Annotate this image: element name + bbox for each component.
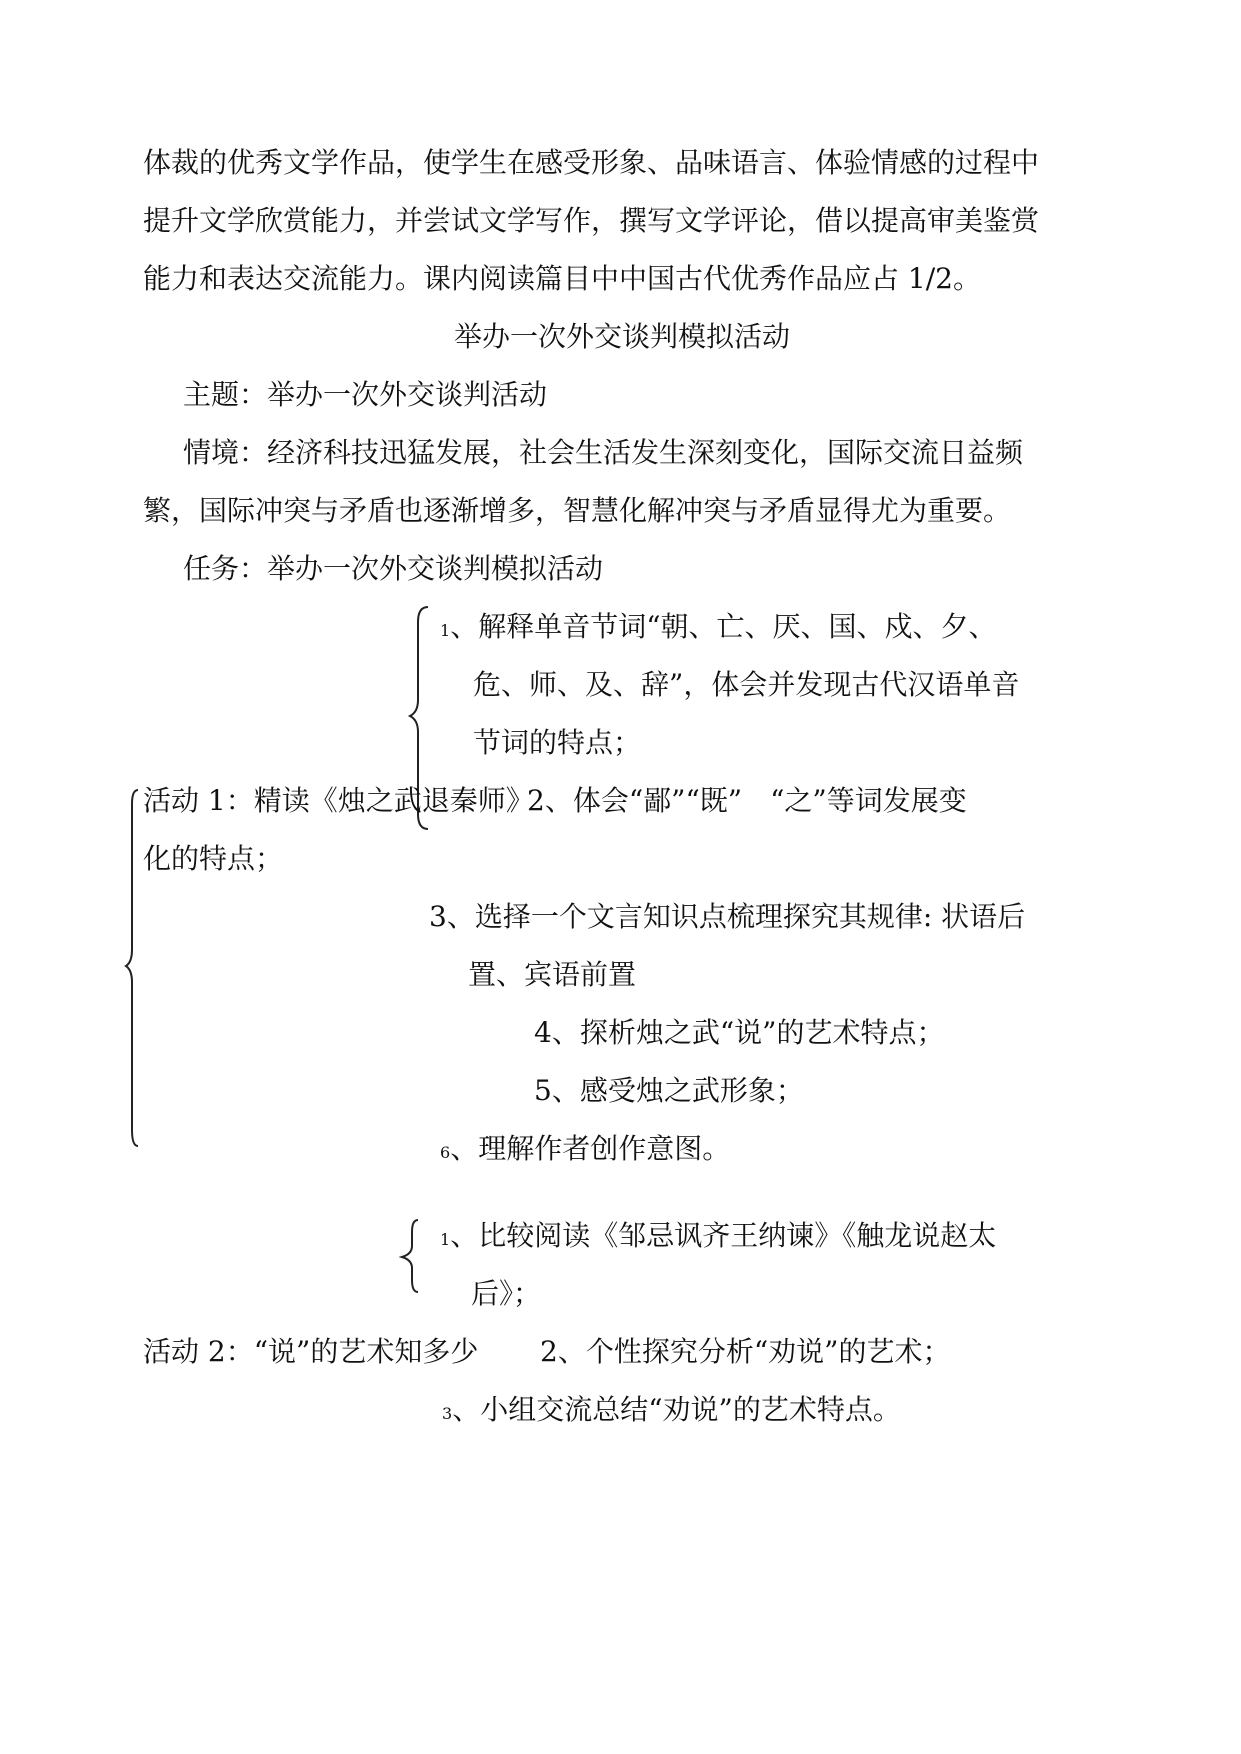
activity1-label: 活动 1：精读《烛之武退秦师》 bbox=[143, 784, 534, 817]
activity2-item1-number: 1 bbox=[440, 1230, 451, 1249]
activity2-item2: 2、个性探究分析“劝说”的艺术； bbox=[540, 1335, 951, 1368]
activity2-item1-line-1: 1、比较阅读《邹忌讽齐王纳谏》《触龙说赵太 bbox=[440, 1219, 997, 1252]
context-line-2: 繁，国际冲突与矛盾也逐渐增多，智慧化解冲突与矛盾显得尤为重要。 bbox=[143, 494, 1012, 527]
page-title: 举办一次外交谈判模拟活动 bbox=[454, 320, 791, 353]
activity2-item3-number: 3 bbox=[442, 1404, 453, 1423]
activity1-item3-line-2: 置、宾语前置 bbox=[468, 958, 637, 991]
task-line: 任务：举办一次外交谈判模拟活动 bbox=[183, 552, 604, 585]
activity2-item3: 3、小组交流总结“劝说”的艺术特点。 bbox=[442, 1393, 901, 1426]
activity1-item1-line-1: 1、解释单音节词“朝、亡、厌、国、戍、夕、 bbox=[440, 610, 997, 643]
activity1-item6-number: 6 bbox=[440, 1143, 451, 1162]
activity2-item1-line-2: 后》； bbox=[471, 1277, 542, 1310]
activity2-item1-separator: 、 bbox=[450, 1219, 479, 1252]
activity1-item3-line-1: 3、选择一个文言知识点梳理探究其规律: 状语后 bbox=[429, 900, 1026, 933]
activity1-item2-line-1: 2、体会“鄙”“既” “之”等词发展变 bbox=[527, 784, 967, 817]
theme-line: 主题：举办一次外交谈判活动 bbox=[183, 378, 548, 411]
activity1-main-brace bbox=[126, 790, 138, 1146]
activity1-item2-line-2: 化的特点； bbox=[143, 842, 284, 875]
activity2-item1-brace bbox=[402, 1220, 418, 1292]
activity1-item1-separator: 、 bbox=[450, 610, 479, 643]
intro-line-3: 能力和表达交流能力。课内阅读篇目中中国古代优秀作品应占 1/2。 bbox=[143, 262, 981, 295]
activity1-item1-number: 1 bbox=[440, 621, 451, 640]
intro-line-1: 体裁的优秀文学作品，使学生在感受形象、品味语言、体验情感的过程中 bbox=[143, 146, 1040, 179]
activity2-label: 活动 2：“说”的艺术知多少 bbox=[143, 1335, 479, 1368]
activity1-item1-line-3: 节词的特点； bbox=[473, 726, 642, 759]
intro-line-2: 提升文学欣赏能力，并尝试文学写作，撰写文学评论，借以提高审美鉴赏 bbox=[143, 204, 1040, 237]
activity1-item4: 4、探析烛之武“说”的艺术特点； bbox=[534, 1016, 945, 1049]
activity1-item5: 5、感受烛之武形象； bbox=[534, 1074, 804, 1107]
activity1-item1-line-2: 危、师、及、辞”，体会并发现古代汉语单音 bbox=[473, 668, 1020, 701]
activity1-item6: 6、理解作者创作意图。 bbox=[440, 1132, 731, 1165]
context-line-1: 情境：经济科技迅猛发展，社会生活发生深刻变化，国际交流日益频 bbox=[183, 436, 1024, 469]
